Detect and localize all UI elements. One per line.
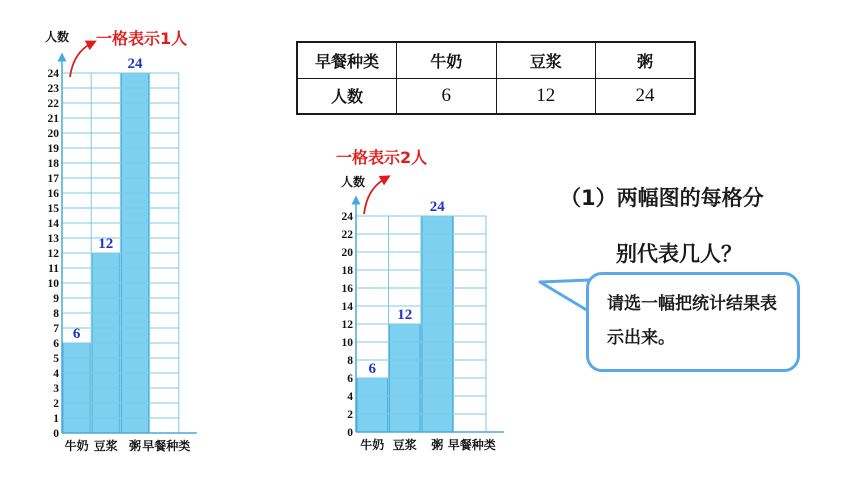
question-line-1: （1）两幅图的每格分: [560, 186, 764, 210]
y-tick-label: 16: [341, 283, 353, 295]
y-tick-label: 22: [341, 229, 353, 241]
table-cell: 6: [397, 78, 497, 114]
x-tick-label: 牛奶: [360, 438, 385, 452]
question-line-2: 别代表几人？: [616, 242, 742, 266]
x-tick-label: 粥: [128, 439, 142, 453]
table-cell: 牛奶: [397, 42, 497, 78]
y-tick-label: 24: [47, 68, 59, 80]
y-tick-label: 21: [47, 113, 59, 125]
y-tick-label: 0: [53, 428, 59, 440]
x-axis-title: 早餐种类: [142, 439, 191, 453]
annotation-text: 一格表示2人: [336, 148, 428, 167]
table-cell: 24: [596, 78, 696, 114]
y-tick-label: 1: [53, 413, 59, 425]
y-tick-label: 6: [347, 373, 353, 385]
y-tick-label: 4: [53, 368, 59, 380]
speech-bubble-tail: [538, 276, 592, 316]
y-tick-label: 16: [47, 188, 59, 200]
y-tick-label: 2: [53, 398, 59, 410]
data-label: 6: [368, 361, 376, 377]
y-axis-title: 人数: [44, 30, 70, 44]
data-label: 24: [429, 199, 445, 215]
y-tick-label: 12: [341, 319, 353, 331]
y-tick-label: 15: [47, 203, 59, 215]
x-tick-label: 牛奶: [64, 439, 89, 453]
y-tick-label: 9: [53, 293, 59, 305]
y-tick-label: 12: [47, 248, 59, 260]
y-tick-label: 5: [53, 353, 59, 365]
y-tick-label: 19: [47, 143, 59, 155]
bar: [357, 378, 388, 432]
x-axis-title: 早餐种类: [447, 438, 496, 452]
annotation-text: 一格表示1人: [96, 29, 188, 48]
y-tick-label: 11: [48, 263, 59, 275]
data-label: 24: [127, 56, 143, 72]
y-tick-label: 22: [47, 98, 59, 110]
y-tick-label: 18: [341, 265, 353, 277]
y-tick-label: 14: [47, 218, 59, 230]
y-tick-label: 4: [347, 391, 353, 403]
speech-bubble: [586, 272, 800, 372]
breakfast-table: [296, 41, 696, 115]
question-text: [560, 170, 840, 282]
y-tick-label: 18: [47, 158, 59, 170]
y-tick-label: 24: [341, 211, 353, 223]
y-tick-label: 2: [347, 409, 353, 421]
y-tick-label: 0: [347, 427, 353, 439]
data-label: 12: [98, 236, 114, 252]
data-label: 12: [397, 307, 413, 323]
y-tick-label: 14: [341, 301, 353, 313]
x-tick-label: 豆浆: [93, 439, 118, 453]
y-tick-label: 13: [47, 233, 59, 245]
data-label: 6: [72, 326, 81, 342]
chart-right: [336, 148, 504, 452]
table-cell: 豆浆: [496, 42, 596, 78]
x-tick-label: 粥: [431, 438, 444, 452]
annotation-arrow: [70, 43, 92, 77]
y-axis-title: 人数: [340, 175, 366, 189]
y-tick-label: 10: [341, 337, 353, 349]
y-tick-label: 20: [341, 247, 353, 259]
y-tick-label: 17: [47, 173, 59, 185]
x-tick-label: 豆浆: [392, 438, 417, 452]
y-tick-label: 8: [53, 308, 59, 320]
y-tick-label: 8: [347, 355, 353, 367]
table-header-row: [297, 42, 695, 78]
bubble-text: 请选一幅把统计结果表示出来。: [607, 294, 777, 348]
table-cell: 粥: [596, 42, 696, 78]
y-tick-label: 20: [47, 128, 59, 140]
table-cell: 早餐种类: [297, 42, 397, 78]
chart-left: [45, 29, 197, 453]
table-cell: 人数: [297, 78, 397, 114]
y-tick-label: 23: [47, 83, 59, 95]
y-tick-label: 3: [53, 383, 59, 395]
y-tick-label: 10: [47, 278, 59, 290]
y-tick-label: 6: [53, 338, 59, 350]
table-row: [297, 78, 695, 114]
y-tick-label: 7: [53, 323, 59, 335]
table-cell: 12: [496, 78, 596, 114]
annotation-arrow: [364, 178, 386, 214]
